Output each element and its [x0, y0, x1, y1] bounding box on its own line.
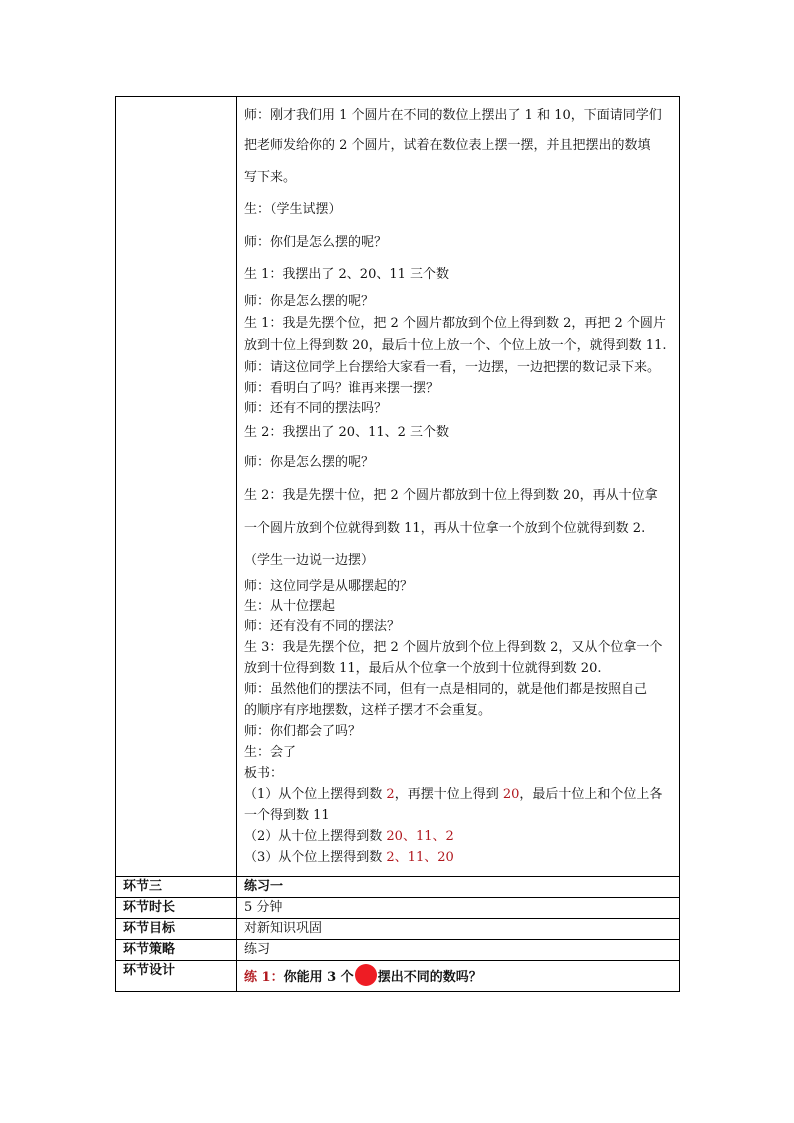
- design-value: [237, 961, 680, 992]
- board-line: 一个得到数 11: [244, 808, 330, 823]
- dialogue-line: 生 2：我是先摆十位，把 2 个圆片都放到十位上得到数 20，再从十位拿: [244, 488, 658, 503]
- dialogue-line: 师：这位同学是从哪摆起的？: [244, 579, 414, 594]
- board-line: [244, 847, 679, 868]
- strategy-label: 环节策略: [116, 940, 237, 961]
- duration-label: 环节时长: [116, 898, 237, 919]
- duration-value: 5 分钟: [237, 898, 680, 919]
- dialogue-line: 放到十位上得到数 20，最后十位上放一个、个位上放一个，就得到数 11.: [244, 338, 667, 353]
- dialogue-line: 的顺序有序地摆数，这样子摆才不会重复。: [244, 703, 492, 718]
- dialogue-line: 生 1：我是先摆个位，把 2 个圆片都放到个位上得到数 2，再把 2 个圆片: [244, 316, 666, 331]
- exercise-text: 你能用 3 个: [283, 970, 354, 985]
- dialogue-line: 师：你是怎么摆的呢？: [244, 455, 375, 470]
- board-number: 2、11、20: [386, 850, 454, 865]
- dialogue-line: 生 2：我摆出了 20、11、2 三个数: [244, 425, 450, 440]
- stage-row: [116, 877, 680, 898]
- board-line: [244, 826, 679, 847]
- dialogue-line: 师：刚才我们用 1 个圆片在不同的数位上摆出了 1 和 10，下面请同学们: [244, 108, 662, 123]
- dialogue-line: 师：你们是怎么摆的呢？: [244, 235, 388, 250]
- board-number: 20、11、2: [386, 829, 454, 844]
- dialogue-line: 放到十位得到数 11，最后从个位拿一个放到十位就得到数 20.: [244, 661, 602, 676]
- board-line: [244, 784, 679, 805]
- dialogue-line: （学生一边说一边摆）: [244, 553, 375, 568]
- design-label: 环节设计: [116, 961, 237, 992]
- dialogue-line: 写下来。: [244, 170, 297, 185]
- dialogue-line: 师：还有不同的摆法吗？: [244, 401, 388, 416]
- board-text: （3）从个位上摆得到数: [244, 850, 387, 865]
- dialogue-line: 师：你们都会了吗？: [244, 724, 362, 739]
- teaching-process-row: [116, 97, 680, 877]
- dialogue-line: 师：你是怎么摆的呢？: [244, 294, 375, 309]
- dialogue-line: 师：请这位同学上台摆给大家看一看，一边摆，一边把摆的数记录下来。: [244, 360, 661, 375]
- exercise-prefix: 练 1：: [244, 970, 284, 985]
- lesson-plan-table: [115, 96, 680, 992]
- goal-label: 环节目标: [116, 919, 237, 940]
- goal-row: [116, 919, 680, 940]
- board-number: 2: [386, 787, 395, 802]
- board-text: （1）从个位上摆得到数: [244, 787, 387, 802]
- red-disc-icon: [355, 964, 377, 986]
- dialogue-line: 一个圆片放到个位就得到数 11，再从十位拿一个放到个位就得到数 2.: [244, 521, 646, 536]
- strategy-row: [116, 940, 680, 961]
- empty-label-cell: [116, 97, 237, 877]
- dialogue-line: 师：还有没有不同的摆法？: [244, 619, 401, 634]
- dialogue-line: 师：虽然他们的摆法不同，但有一点是相同的，就是他们都是按照自己: [244, 682, 648, 697]
- dialogue-cell: [237, 97, 680, 877]
- board-text: （2）从十位上摆得到数: [244, 829, 387, 844]
- dialogue-line: 师：看明白了吗？谁再来摆一摆？: [244, 381, 440, 396]
- dialogue-line: 生 3：我是先摆个位，把 2 个圆片放到个位上得到数 2，又从个位拿一个: [244, 640, 663, 655]
- board-text: ，再摆十位上得到: [394, 787, 503, 802]
- board-text: ，最后十位上和个位上各: [519, 787, 663, 802]
- duration-row: [116, 898, 680, 919]
- strategy-value: 练习: [237, 940, 680, 961]
- board-heading: 板书：: [244, 766, 284, 781]
- design-row: [116, 961, 680, 992]
- stage-value: 练习一: [237, 877, 680, 898]
- board-number: 20: [502, 787, 520, 802]
- dialogue-line: 生：会了: [244, 745, 297, 760]
- dialogue-line: 把老师发给你的 2 个圆片，试着在数位表上摆一摆，并且把摆出的数填: [244, 138, 651, 153]
- dialogue-line: 生：（学生试摆）: [244, 202, 342, 217]
- goal-value: 对新知识巩固: [237, 919, 680, 940]
- exercise-text: 摆出不同的数吗？: [377, 970, 482, 985]
- dialogue-line: 生 1：我摆出了 2、20、11 三个数: [244, 267, 450, 282]
- stage-label: 环节三: [116, 877, 237, 898]
- dialogue-line: 生：从十位摆起: [244, 599, 336, 614]
